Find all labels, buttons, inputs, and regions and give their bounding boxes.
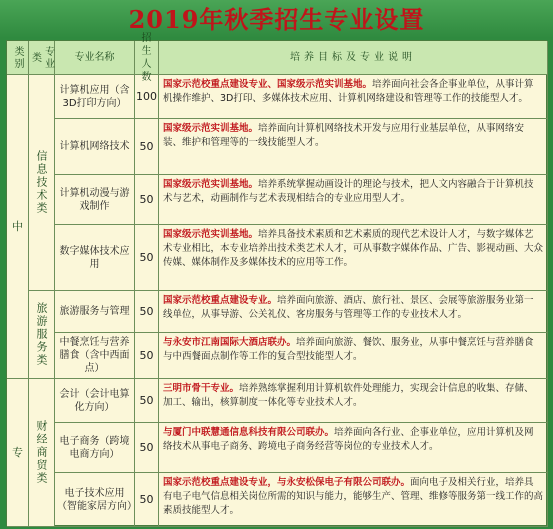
quota-value: 50 xyxy=(135,473,159,527)
header-major-name: 专业名称 xyxy=(55,41,135,75)
major-description: 国家级示范实训基地。培养系统掌握动画设计的理论与技术，把人文内容融合于计算机技术与艺术，动画制作与艺术表现相结合的专业应用型人才。 xyxy=(159,175,548,225)
major-description: 与厦门中联慧通信息科技有限公司联办。培养面向各行业、企事业单位，应用计算机及网络技术从事电子商务、跨境电子商务经营等岗位的专业技术人才。 xyxy=(159,423,548,473)
quota-value: 50 xyxy=(135,379,159,423)
major-description: 国家级示范实训基地。培养具备技术素质和艺术素质的现代艺术设计人才，与数字媒体艺术专业相比，本专业培养出技术类艺术人才，可从事数字媒体作品、广告、影视动画、大众传媒、媒体制作及多媒体技术的应用等工作。 xyxy=(159,225,548,291)
major-description: 国家级示范实训基地。培养面向计算机网络技术开发与应用行业基层单位，从事网络安装、维护和管理等的一线技能型人才。 xyxy=(159,119,548,175)
quota-value: 50 xyxy=(135,175,159,225)
group-info-tech: 信息技术类 xyxy=(29,75,55,291)
quota-value: 100 xyxy=(135,75,159,119)
quota-value: 50 xyxy=(135,119,159,175)
major-description: 国家示范校重点建设专业。培养面向旅游、酒店、旅行社、景区、会展等旅游服务业第一线单位，从事导游、公关礼仪、客房服务与管理等工作的专业技术人才。 xyxy=(159,291,548,333)
quota-value: 50 xyxy=(135,291,159,333)
major-name: 旅游服务与管理 xyxy=(55,291,135,333)
major-description: 国家示范校重点建设专业，与永安松保电子有限公司联办。面向电子及相关行业，培养具有电子电气信息相关岗位所需的知识与能力，能够生产、管理、维修等服务第一线工作的高素质技能型人才。 xyxy=(159,473,548,527)
group-finance: 财经商贸类 xyxy=(29,379,55,527)
header-quota: 生人数 xyxy=(135,41,159,75)
enrollment-table xyxy=(6,40,547,526)
quota-value: 50 xyxy=(135,225,159,291)
major-name: 计算机应用（含3D打印方向） xyxy=(55,75,135,119)
header-category: 类别 xyxy=(7,41,29,75)
header-description: 培养目标及专业说明 xyxy=(159,41,548,75)
category-zhuan: 专 xyxy=(7,379,29,527)
major-name: 计算机动漫与游戏制作 xyxy=(55,175,135,225)
quota-value: 50 xyxy=(135,333,159,379)
major-name: 会计（会计电算化方向） xyxy=(55,379,135,423)
major-name: 数字媒体技术应用 xyxy=(55,225,135,291)
category-zhong: 中 xyxy=(7,75,29,379)
major-name: 计算机网络技术 xyxy=(55,119,135,175)
major-name: 电子技术应用（智能家居方向） xyxy=(55,473,135,527)
major-description: 国家示范校重点建设专业、国家级示范实训基地。培养面向社会各企事业单位，从事计算机操作维护、3D打印、多媒体技术应用、计算机网络建设和管理等工作的技能型人才。 xyxy=(159,75,548,119)
major-description: 与永安市江南国际大酒店联办。培养面向旅游、餐饮、服务业，从事中餐烹饪与营养膳食与中西餐面点制作等工作的复合型技能型人才。 xyxy=(159,333,548,379)
major-name: 电子商务（跨境电商方向） xyxy=(55,423,135,473)
page-title: 2019年秋季招生专业设置 xyxy=(0,0,553,38)
major-description: 三明市骨干专业。培养熟练掌握利用计算机软件处理能力，实现会计信息的收集、存储、加工、输出，核算制度一体化等专业技术人才。 xyxy=(159,379,548,423)
header-major-category: 专业类 xyxy=(29,41,55,75)
quota-value: 50 xyxy=(135,423,159,473)
major-name: 中餐烹饪与营养膳食（含中西面点） xyxy=(55,333,135,379)
group-tourism: 旅游服务类 xyxy=(29,291,55,379)
